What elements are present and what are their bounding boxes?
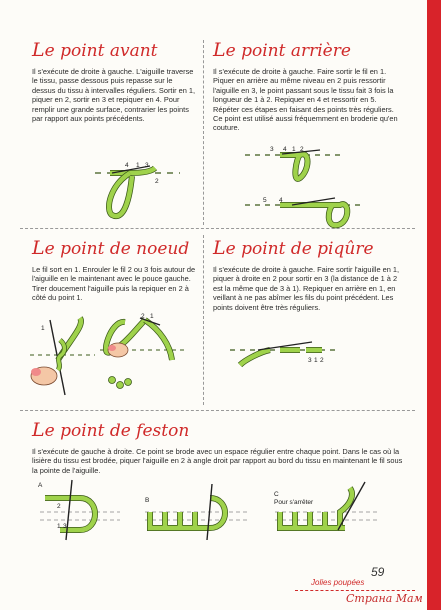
label-1: 1 (150, 313, 154, 320)
section-text: Le fil sort en 1. Enrouler le fil 2 ou 3 fois autour de l'aiguille en le maintenant avec le pouce gauche. Tirer doucement l'aiguille puis la repiquer en 2 à côté du point 1. (32, 265, 196, 303)
figure-label-c: C (274, 491, 279, 498)
label-2: 2 (141, 313, 145, 320)
section-title: Le point de noeud (32, 237, 190, 259)
label-3: 3 (63, 523, 67, 530)
section-title: Le point de piqûre (213, 237, 374, 259)
section-text: Il s'exécute de gauche à droite. Ce point se brode avec un espace régulier entre chaque point. Dans le cas où la lisière du tissu est brodée, piquer l'aiguille en 2 à angle droit par rapport au bord du tissu en maintenant le fil sous la pointe de l'aiguille. (32, 447, 403, 475)
label-2: 2 (300, 146, 304, 153)
label-1: 1 (292, 146, 296, 153)
note-pour-sarreter: Pour s'arrêter (274, 499, 314, 506)
section-text: Il s'exécute de droite à gauche. Faire sortir le fil en 1. Piquer en arrière au même niveau en 2 puis ressortir l'aiguille en 3, le point passant sous le tissu fait 3 fois la longueur de 1 à 2. Repiquer en 4 et ressortir en 5. Répéter ces étapes en faisant des points très réguliers. Ce point est utilisé aussi fréquemment en broderie qu'en couture. (213, 67, 398, 133)
section-title: Le point avant (32, 39, 158, 61)
section-text: Il s'exécute de droite à gauche. L'aiguille traverse le tissu, passe dessous puis repasse sur le dessus du tissu à intervalles réguliers. Sortir en 1, piquer en 2, sortir en 3 et repiquer en 4. Pour remplir une grande surface, contrarier les points par rapport aux points précédents. (32, 67, 196, 124)
figure-label-a: A (38, 482, 43, 489)
figure-label-b: B (145, 497, 150, 504)
section-title: Le point de feston (32, 419, 190, 441)
magazine-brand: Jolies poupées (311, 578, 365, 587)
page-number: 59 (371, 565, 385, 579)
label-3: 3 (308, 357, 312, 364)
label-3: 3 (270, 146, 274, 153)
label-1: 1 (57, 523, 61, 530)
label-5: 5 (263, 197, 267, 204)
label-1: 1 (41, 325, 45, 332)
label-2: 2 (320, 357, 324, 364)
site-watermark: Страна Мам (346, 592, 423, 605)
label-1: 1 (314, 357, 318, 364)
label-3: 3 (145, 162, 149, 169)
label-4: 4 (125, 162, 129, 169)
label-4: 4 (283, 146, 287, 153)
label-4: 4 (279, 197, 283, 204)
footer-divider (295, 590, 415, 591)
label-2: 2 (155, 178, 159, 185)
label-1: 1 (136, 162, 140, 169)
label-2: 2 (57, 503, 61, 510)
section-text: Il s'exécute de droite à gauche. Faire sortir l'aiguille en 1, piquer à droite en 2 pour sortir en 3 (la distance de 1 à 2 est la même que de 3 à 1). Repiquer en arrière en 1, en veillant à ne pas abîmer les fils du point précédent. Les points doivent être très réguliers. (213, 265, 400, 312)
section-title: Le point arrière (213, 39, 351, 61)
